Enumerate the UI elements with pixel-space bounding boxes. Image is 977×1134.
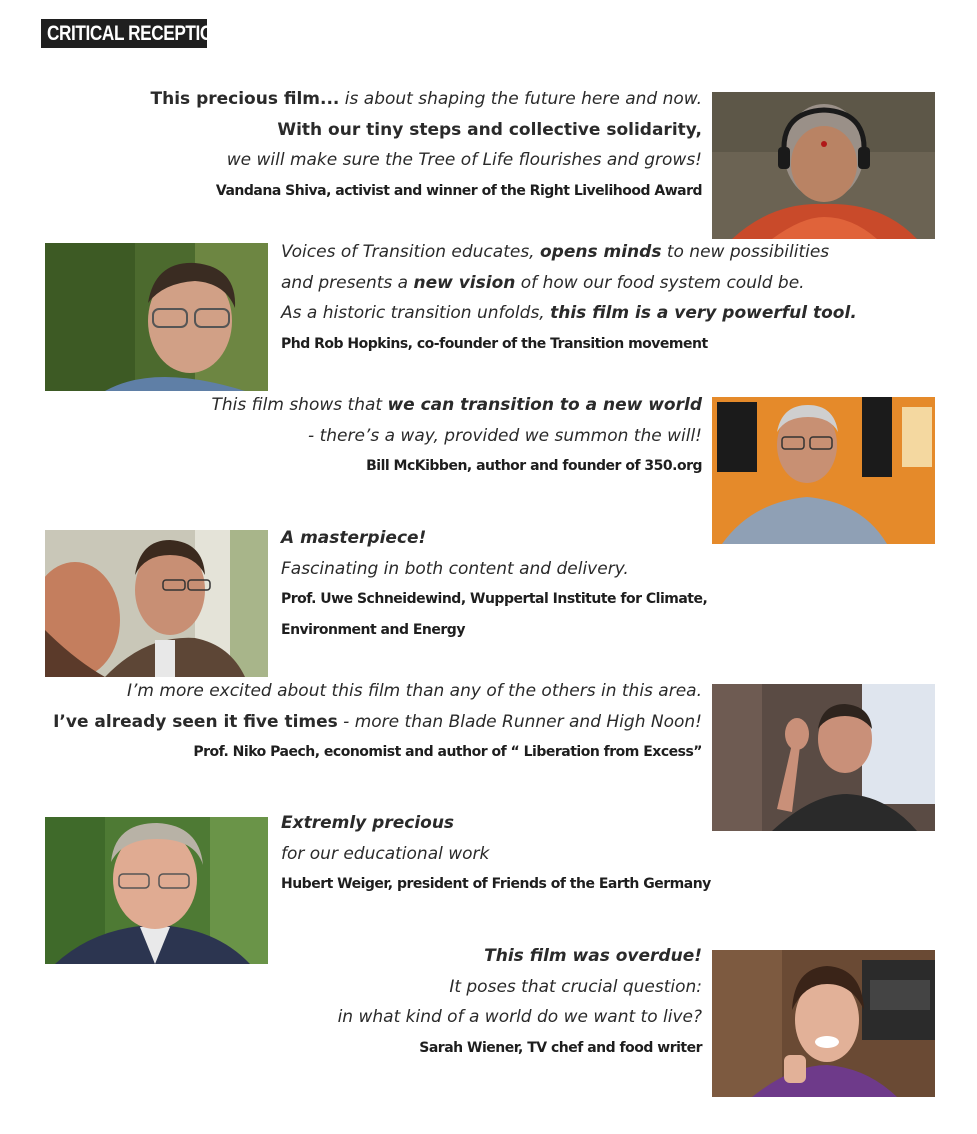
quote-line: This film was overdue! [484,946,702,966]
portrait-photo [712,92,935,239]
quote-line: Extremly precious [281,813,455,833]
quote-line: - there’s a way, provided we summon the will! [308,425,702,446]
quote-line: I’m more excited about this film than any of the others in this area. [127,681,702,701]
quote-attribution: Bill McKibben, author and founder of 350.org [366,458,702,474]
quote-line: With our tiny steps and collective solidarity, [277,119,702,140]
quote-attribution: Hubert Weiger, president of Friends of the Earth Germany [281,876,711,892]
quote-line: we will make sure the Tree of Life flourishes and grows! [226,150,702,170]
portrait-photo [712,684,935,831]
quote-attribution: Sarah Wiener, TV chef and food writer [419,1039,702,1056]
quote-line: As a historic transition unfolds, this film is a very powerful tool. [281,303,857,323]
section-title: CRITICAL RECEPTION [41,19,207,48]
quote-attribution: Environment and Energy [281,621,465,638]
quote-vandana-shiva [151,84,703,206]
portrait-photo [712,950,935,1097]
quote-line: This precious film... is about shaping the future here and now. [150,89,702,109]
quote-bill-mckibben [212,390,702,482]
quote-attribution: Prof. Niko Paech, economist and author of “ Liberation from Excess” [193,744,702,760]
quote-hubert-weiger [281,808,711,900]
quote-niko-paech [53,676,702,768]
quote-line: I’ve already seen it five times - more than Blade Runner and High Noon! [53,711,702,732]
quote-line: Fascinating in both content and delivery. [281,558,629,579]
quote-attribution: Phd Rob Hopkins, co-founder of the Transition movement [281,335,708,352]
quote-line: and presents a new vision of how our food system could be. [281,272,805,293]
portrait-photo [45,817,268,964]
quote-line: for our educational work [281,843,490,864]
portrait-photo [45,530,268,677]
quote-attribution: Vandana Shiva, activist and winner of the Right Livelihood Award [215,182,702,199]
portrait-photo [45,243,268,391]
quote-line: in what kind of a world do we want to live? [337,1007,702,1027]
quote-uwe-schneidewind [281,523,707,645]
quote-line: This film shows that we can transition to a new world [211,395,702,415]
quote-attribution: Prof. Uwe Schneidewind, Wuppertal Institute for Climate, [281,591,708,607]
quote-line: A masterpiece! [281,528,427,548]
quote-rob-hopkins [281,237,857,359]
quote-sarah-wiener [338,941,702,1063]
portrait-photo [712,397,935,544]
quote-line: Voices of Transition educates, opens minds to new possibilities [281,242,830,262]
quote-line: It poses that crucial question: [449,976,702,997]
